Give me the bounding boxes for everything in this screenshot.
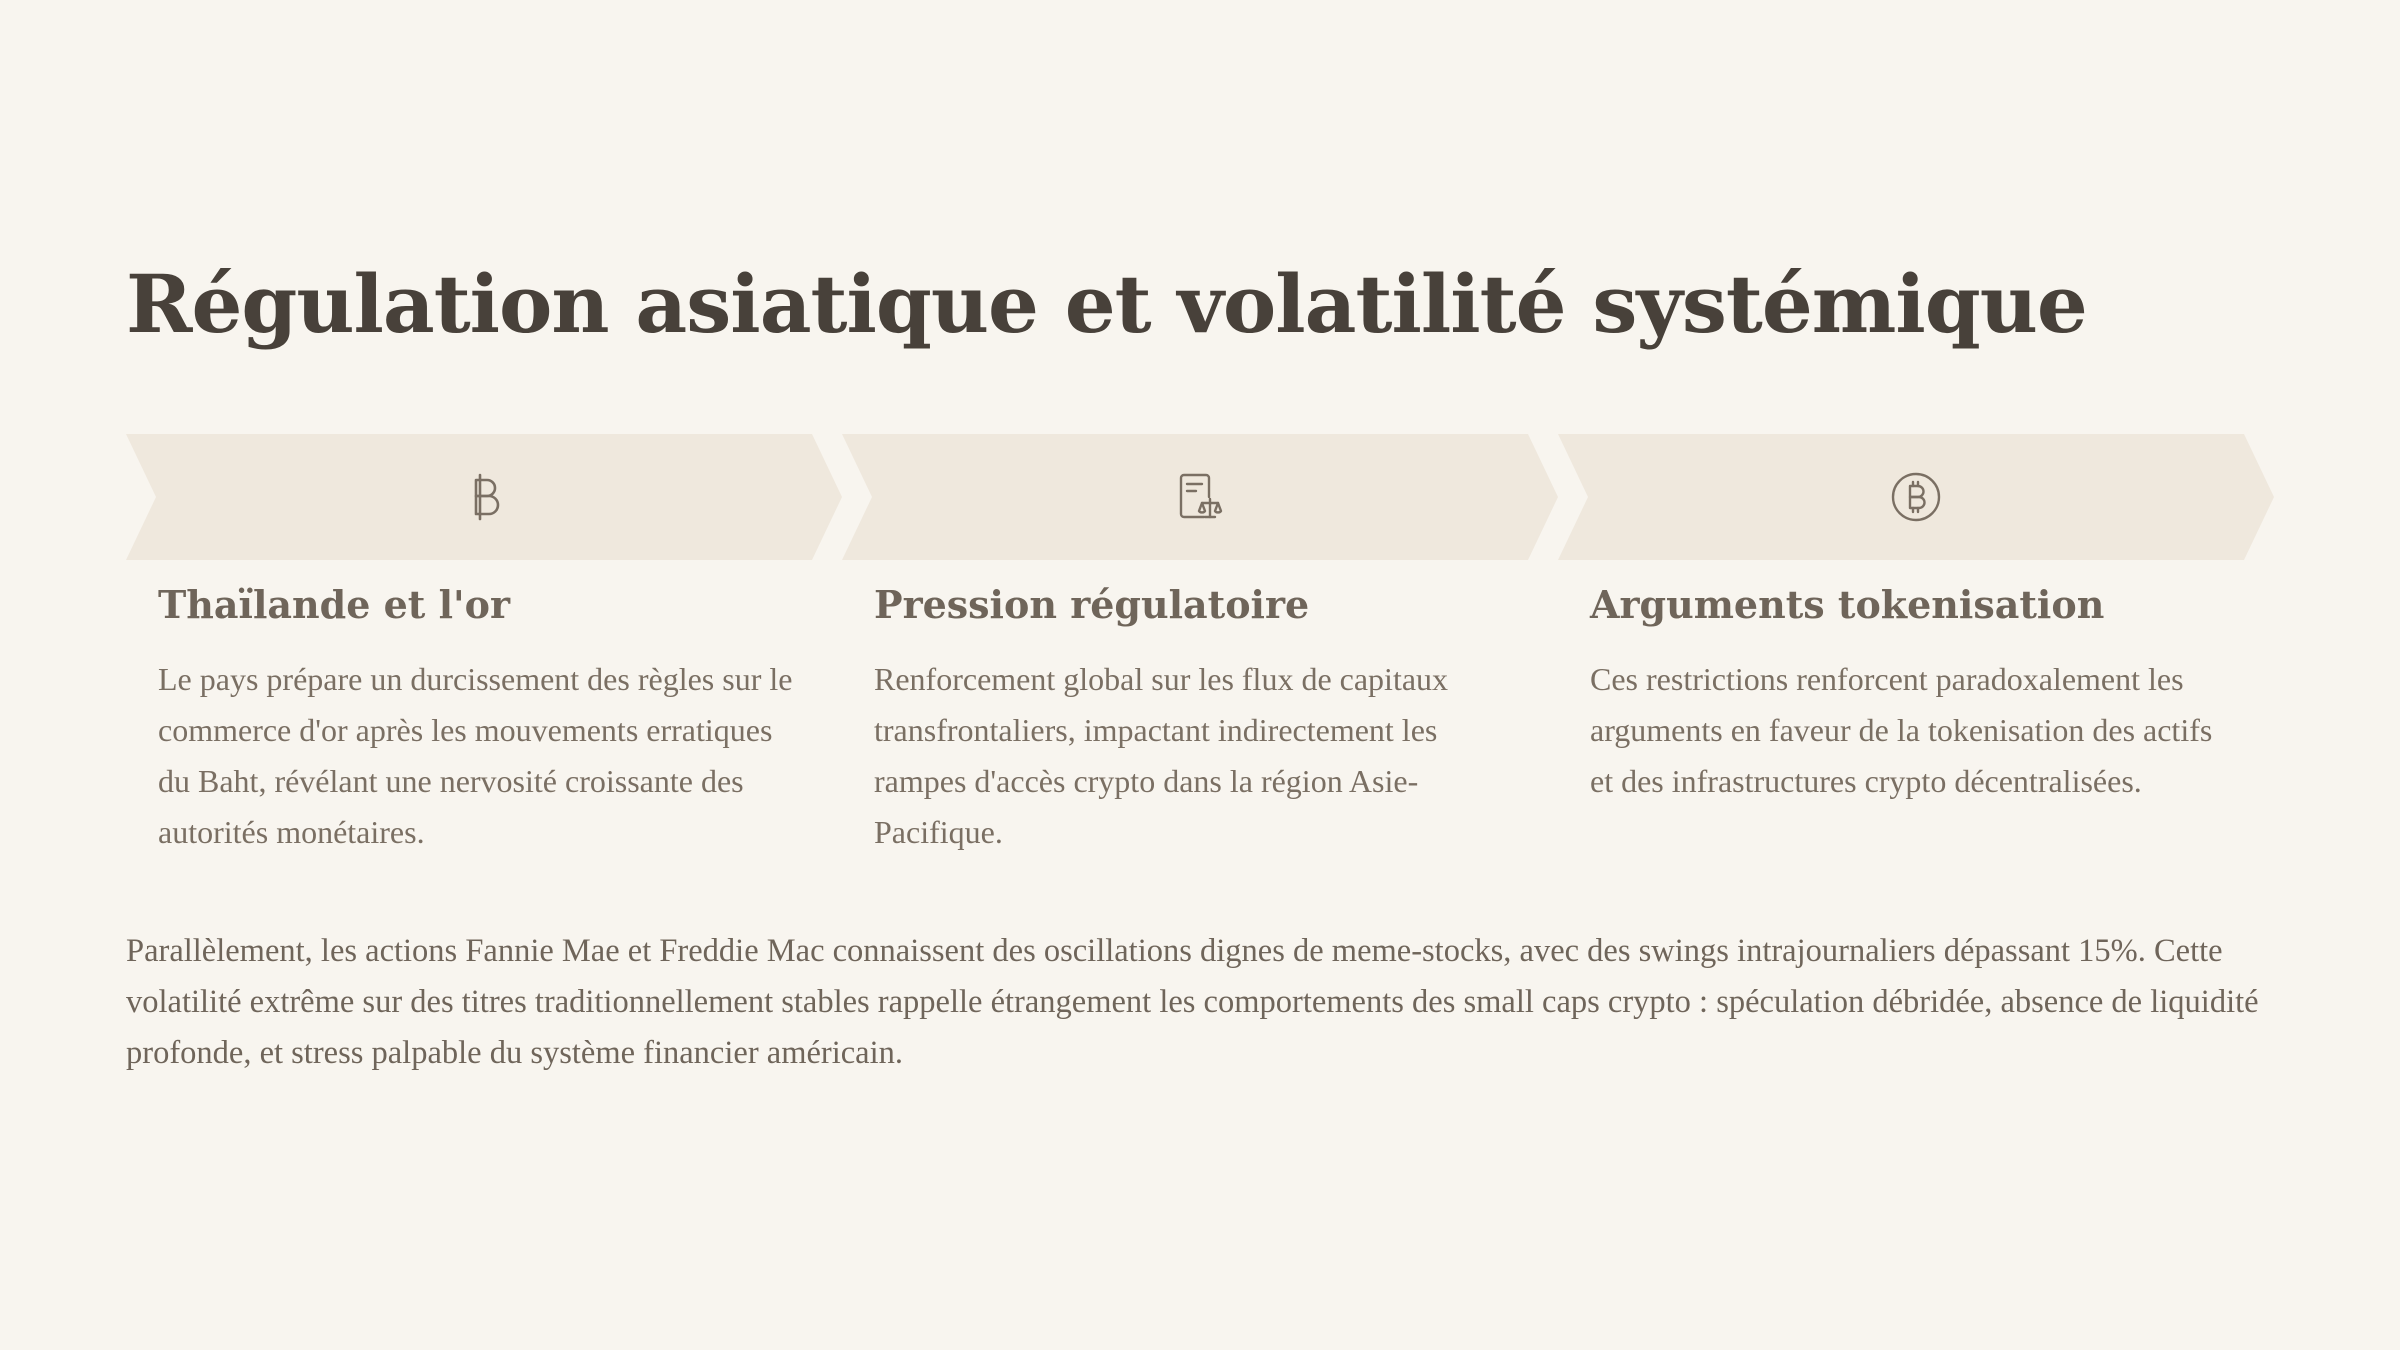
step-thailand-gold <box>126 434 842 894</box>
step-title: Thaïlande et l'or <box>158 582 511 627</box>
process-steps <box>126 434 2274 894</box>
regulation-document-icon <box>842 467 1558 527</box>
step-description: Renforcement global sur les flux de capitaux transfrontaliers, impactant indirectement les rampes d'accès crypto dans la région Asie-Pacifique. <box>874 661 1449 850</box>
step-title: Arguments tokenisation <box>1590 582 2105 627</box>
step-description: Ces restrictions renforcent paradoxalement les arguments en faveur de la tokenisation des actifs et des infrastructures crypto décentralisées. <box>1590 661 2213 799</box>
step-regulatory-pressure <box>842 434 1558 894</box>
summary-paragraph: Parallèlement, les actions Fannie Mae et Freddie Mac connaissent des oscillations dignes de meme-stocks, avec des swings intrajournaliers dépassant 15%. Cette volatilité extrême sur des titres traditionnellement stables rappelle étrangement les comportements des small caps crypto : spéculation débridée, absence de liquidité profonde, et stress palpable du système financier américain. <box>126 933 2259 1071</box>
step-title: Pression régulatoire <box>874 582 1310 627</box>
step-tokenisation-arguments <box>1558 434 2274 894</box>
step-description: Le pays prépare un durcissement des règles sur le commerce d'or après les mouvements erratiques du Baht, révélant une nervosité croissante des autorités monétaires. <box>158 661 793 850</box>
bitcoin-icon <box>1558 467 2274 527</box>
page-title: Régulation asiatique et volatilité systémique <box>126 257 2087 351</box>
baht-icon <box>126 467 842 527</box>
step-chevron <box>842 434 1558 560</box>
step-chevron <box>126 434 842 560</box>
step-chevron <box>1558 434 2274 560</box>
